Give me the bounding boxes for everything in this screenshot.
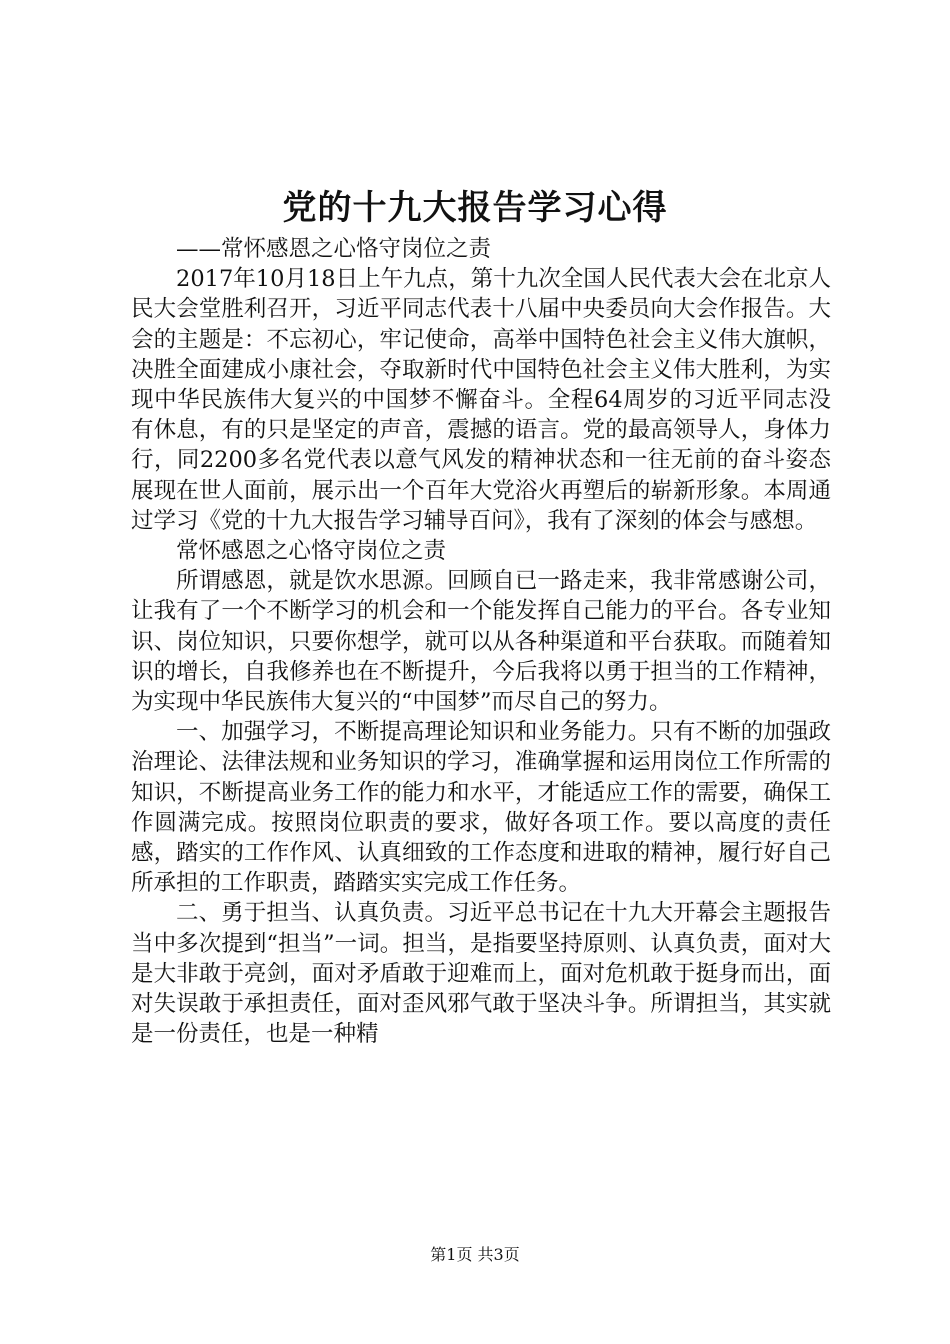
document-title: 党的十九大报告学习心得 [282, 188, 668, 228]
subtitle-paragraph: ——常怀感恩之心恪守岗位之责 [176, 236, 492, 262]
point-two-paragraph: 二、勇于担当、认真负责。习近平总书记在十九大开幕会主题报告当中多次提到“担当”一词。担当，是指要坚持原则、认真负责，面对大是大非敢于亮剑，面对矛盾敢于迎难而上，面对危机敢于挺身而出，面对失误敢于承担责任，面对歪风邪气敢于坚决斗争。所谓担当，其实就是一份责任，也是一种精 [131, 900, 831, 1048]
document-body [131, 234, 831, 1049]
section-heading: 常怀感恩之心恪守岗位之责 [176, 538, 447, 565]
point-one-paragraph: 一、加强学习，不断提高理论知识和业务能力。只有不断的加强政治理论、法律法规和业务知识的学习，准确掌握和运用岗位工作所需的知识，不断提高业务工作的能力和水平，才能适应工作的需要，确保工作圆满完成。按照岗位职责的要求，做好各项工作。要以高度的责任感，踏实的工作作风、认真细致的工作态度和进取的精神，履行好自己所承担的工作职责，踏踏实实完成工作任务。 [131, 719, 831, 897]
intro-paragraph: 2017年10月18日上午九点，第十九次全国人民代表大会在北京人民大会堂胜利召开，习近平同志代表十八届中央委员向大会作报告。大会的主题是：不忘初心，牢记使命，高举中国特色社会主义伟大旗帜，决胜全面建成小康社会，夺取新时代中国特色社会主义伟大胜利，为实现中华民族伟大复兴的中国梦不懈奋斗。全程64周岁的习近平同志没有休息，有的只是坚定的声音，震撼的语言。党的最高领导人，身体力行，同2200多名党代表以意气风发的精神状态和一往无前的奋斗姿态展现在世人面前，展示出一个百年大党浴火再塑后的崭新形象。本周通过学习《党的十九大报告学习辅导百问》，我有了深刻的体会与感想。 [131, 266, 831, 534]
page-footer: 第1页 共3页 [430, 1245, 520, 1264]
gratitude-paragraph: 所谓感恩，就是饮水思源。回顾自已一路走来，我非常感谢公司，让我有了一个不断学习的机会和一个能发挥自己能力的平台。各专业知识、岗位知识，只要你想学，就可以从各种渠道和平台获取。而随着知识的增长，自我修养也在不断提升，今后我将以勇于担当的工作精神，为实现中华民族伟大复兴的“中国梦”而尽自己的努力。 [131, 568, 831, 716]
